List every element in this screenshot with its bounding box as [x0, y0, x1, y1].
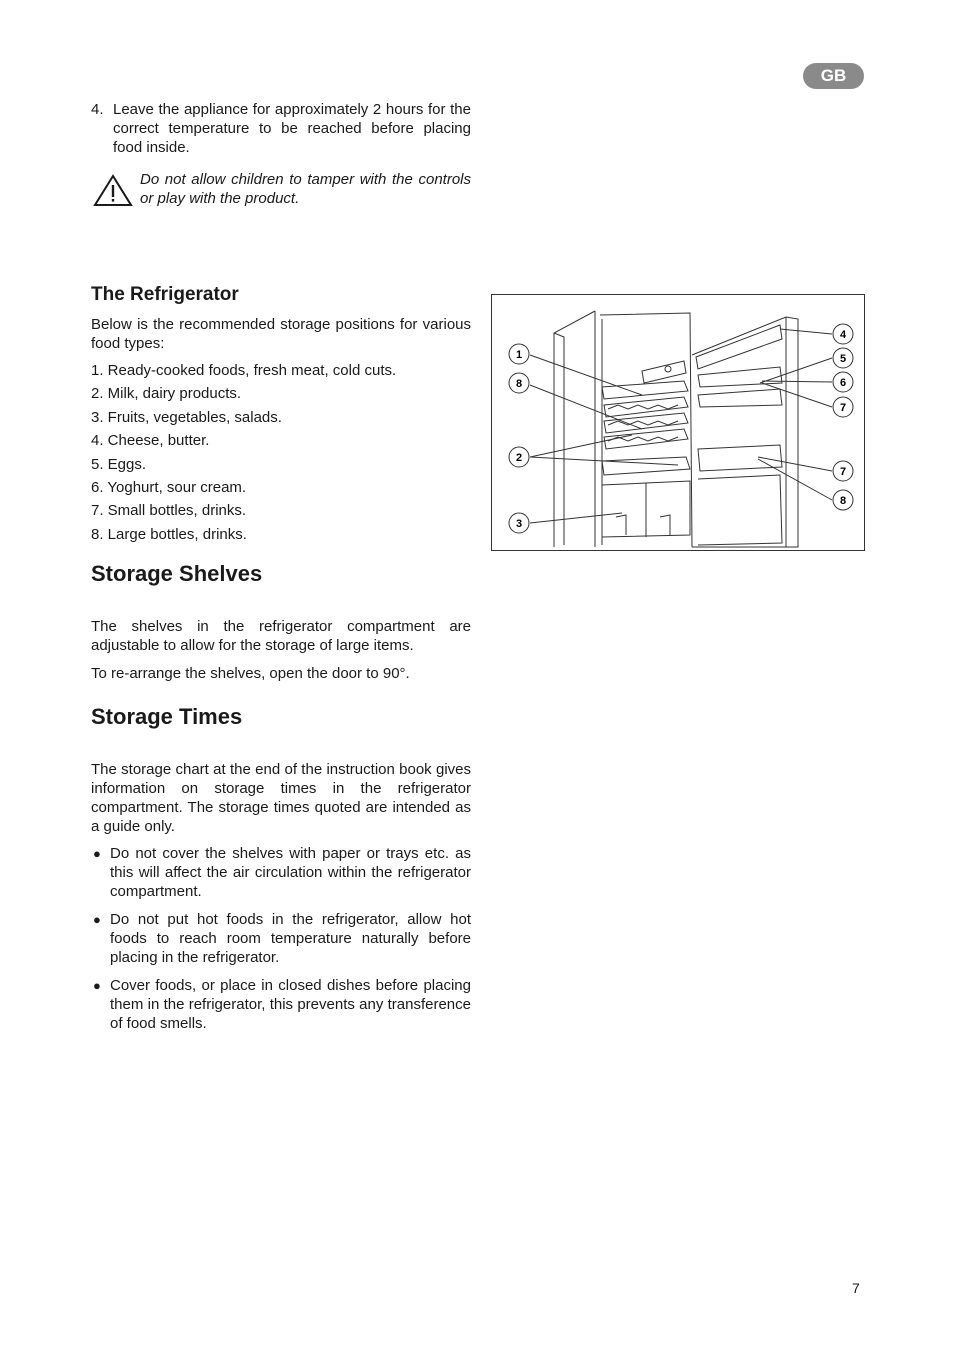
shelves-heading: Storage Shelves — [91, 561, 263, 586]
callout-7-upper — [833, 397, 853, 417]
bullet-dot: ● — [93, 846, 101, 861]
warning-text: Do not allow children to tamper with the controls or play with the product. — [140, 171, 471, 207]
refrigerator-diagram — [491, 294, 865, 551]
callout-label: 5 — [839, 353, 847, 365]
callout-label: 8 — [515, 378, 523, 390]
times-paragraph: The storage chart at the end of the instruction book gives information on storage times in the refrigerator compartment. The storage times quoted are intended as a guide only. — [91, 761, 471, 835]
bullet-dot: ● — [93, 912, 101, 927]
callout-label: 4 — [839, 329, 847, 341]
page-number: 7 — [852, 1280, 860, 1296]
refrigerator-illustration — [492, 295, 864, 550]
shelves-paragraph: To re-arrange the shelves, open the door to 90°. — [91, 665, 410, 682]
times-section — [91, 704, 471, 1033]
bullet-text: Do not cover the shelves with paper or trays etc. as this will affect the air circulation within the refrigerator compartment. — [110, 845, 471, 900]
list-item: 3. Fruits, vegetables, salads. — [91, 408, 282, 426]
bullet-item — [91, 976, 471, 1033]
callout-label: 2 — [515, 452, 523, 464]
callout-label: 7 — [839, 402, 847, 414]
callout-7-lower — [833, 461, 853, 481]
callout-label: 7 — [839, 466, 847, 478]
refrigerator-heading: The Refrigerator — [91, 284, 239, 305]
bullet-item — [91, 844, 471, 901]
callout-label: 3 — [515, 518, 523, 530]
list-item: 4. Cheese, butter. — [91, 432, 210, 450]
callout-4 — [833, 324, 853, 344]
warning-note — [91, 170, 471, 210]
refrigerator-intro: Below is the recommended storage positions for various food types: — [91, 316, 471, 352]
callout-1 — [509, 344, 529, 364]
list-item: 6. Yoghurt, sour cream. — [91, 478, 247, 496]
times-heading: Storage Times — [91, 704, 243, 729]
callout-label: 6 — [839, 377, 847, 389]
list-item: 8. Large bottles, drinks. — [91, 525, 247, 543]
callout-8-right — [833, 490, 853, 510]
callout-label: 1 — [515, 349, 523, 361]
callout-8-left — [509, 373, 529, 393]
callout-3 — [509, 513, 529, 533]
refrigerator-section — [91, 284, 471, 548]
bullet-text: Cover foods, or place in closed dishes before placing them in the refrigerator, this prevents any transference of food smells. — [110, 977, 471, 1032]
callout-markers — [509, 324, 853, 533]
callout-6 — [833, 372, 853, 392]
step-number: 4. — [91, 101, 104, 118]
step-4 — [91, 100, 471, 157]
language-badge: GB — [803, 63, 864, 89]
list-item: 5. Eggs. — [91, 455, 147, 473]
list-item: 7. Small bottles, drinks. — [91, 502, 247, 520]
bullet-item — [91, 910, 471, 967]
callout-5 — [833, 348, 853, 368]
callout-2 — [509, 447, 529, 467]
food-type-list — [91, 361, 471, 548]
step-text: Leave the appliance for approximately 2 hours for the correct temperature to be reached before placing food inside. — [113, 101, 471, 156]
list-item: 1. Ready-cooked foods, fresh meat, cold cuts. — [91, 362, 397, 379]
shelves-paragraph: The shelves in the refrigerator compartment are adjustable to allow for the storage of large items. — [91, 618, 471, 654]
bullet-dot: ● — [93, 978, 101, 993]
bullet-text: Do not put hot foods in the refrigerator, allow hot foods to reach room temperature naturally before placing in the refrigerator. — [110, 911, 471, 966]
shelves-section — [91, 561, 471, 683]
list-item: 2. Milk, dairy products. — [91, 385, 242, 403]
warning-triangle-icon — [93, 174, 133, 208]
callout-label: 8 — [839, 495, 847, 507]
